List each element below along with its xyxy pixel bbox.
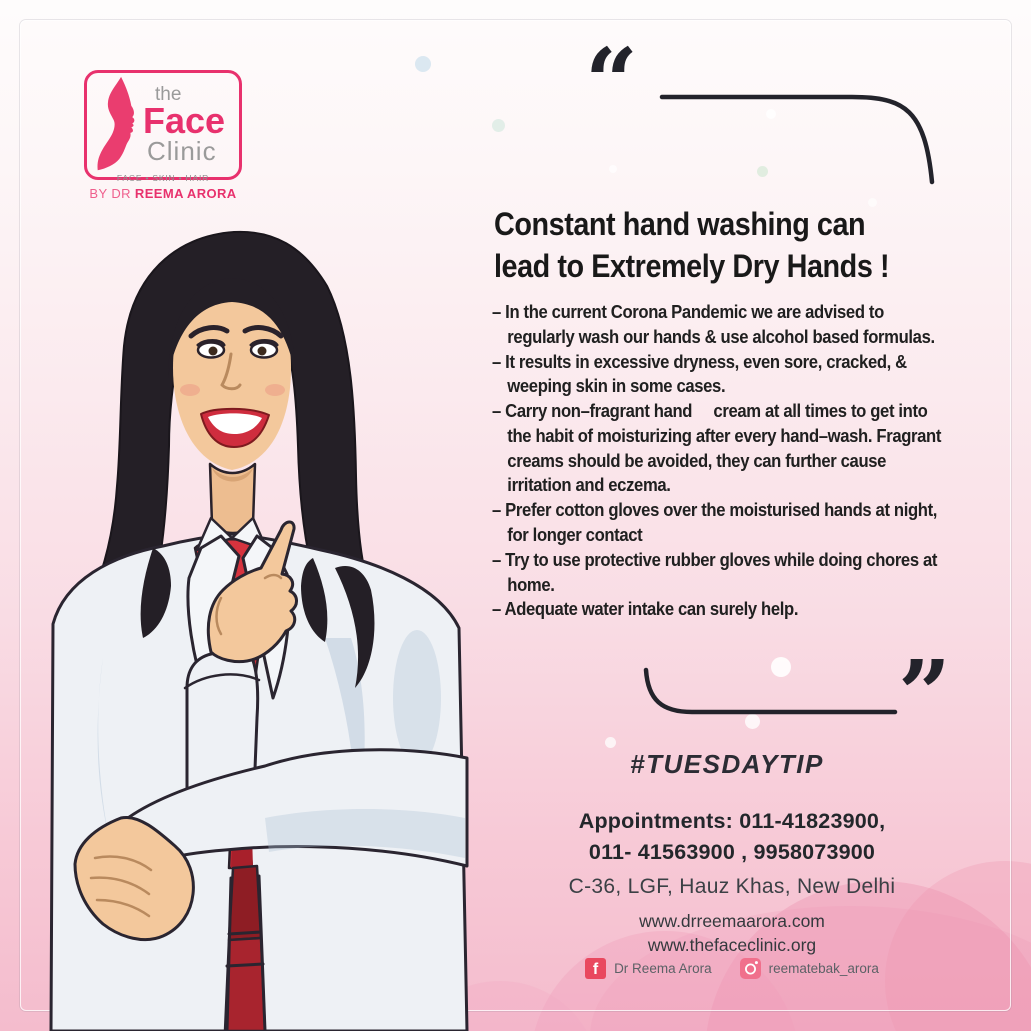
logo-tagline: FACE • SKIN • HAIR xyxy=(84,173,242,183)
tip-item: – It results in excessive dryness, even sore, cracked, & weeping skin in some cases. xyxy=(492,350,949,400)
instagram-icon xyxy=(740,958,761,979)
bokeh-dot xyxy=(492,119,505,132)
clinic-address: C-36, LGF, Hauz Khas, New Delhi xyxy=(568,875,896,898)
clinic-logo xyxy=(84,70,242,180)
face-silhouette-icon xyxy=(89,76,141,174)
website-link[interactable]: www.drreemaarora.com xyxy=(639,911,825,931)
tip-item: – Carry non–fragrant hand cream at all times to get into the habit of moisturizing after every hand–wash. Fragrant creams should be avoided, they can further cause irritation and eczema. xyxy=(492,399,949,498)
facebook-handle: Dr Reema Arora xyxy=(614,961,712,976)
hashtag: #TUESDAYTIP xyxy=(630,749,824,779)
tip-item: – Adequate water intake can surely help. xyxy=(492,597,949,622)
open-quote-icon: “ xyxy=(585,28,638,136)
tip-item: – Prefer cotton gloves over the moisturised hands at night, for longer contact xyxy=(492,498,949,548)
bokeh-dot xyxy=(745,714,760,729)
facebook-profile[interactable] xyxy=(585,958,712,979)
close-quote-icon: ” xyxy=(898,640,951,748)
website-link[interactable]: www.thefaceclinic.org xyxy=(647,934,817,955)
appointments-line-2[interactable]: 011- 41563900 , 9958073900 xyxy=(588,839,876,864)
website-links[interactable] xyxy=(497,910,967,957)
bokeh-dot xyxy=(415,56,431,72)
appointments-line-1[interactable]: Appointments: 011-41823900, xyxy=(578,809,886,833)
bokeh-dot xyxy=(605,737,616,748)
bokeh-dot xyxy=(771,657,791,677)
tips-list xyxy=(492,300,949,622)
instagram-profile[interactable] xyxy=(740,958,879,979)
tip-item: – Try to use protective rubber gloves while doing chores at home. xyxy=(492,548,949,598)
bokeh-dot xyxy=(609,165,617,173)
instagram-handle: reematebak_arora xyxy=(768,961,879,976)
doctor-illustration xyxy=(25,218,475,1031)
appointments[interactable] xyxy=(497,806,967,867)
logo-word-the: the xyxy=(155,83,182,105)
bokeh-dot xyxy=(766,109,776,119)
logo-word-clinic: Clinic xyxy=(147,135,217,166)
heading-line-1: Constant hand washing can xyxy=(494,206,866,242)
logo-byline: BY DR REEMA ARORA xyxy=(89,186,237,201)
main-heading xyxy=(494,203,944,287)
social-row xyxy=(497,958,967,979)
logo-word-face: Face xyxy=(143,99,226,141)
facebook-icon: f xyxy=(585,958,606,979)
tip-item: – In the current Corona Pandemic we are advised to regularly wash our hands & use alcohol based formulas. xyxy=(492,300,949,350)
heading-line-2: lead to Extremely Dry Hands ! xyxy=(494,248,890,285)
bokeh-dot xyxy=(757,166,768,177)
